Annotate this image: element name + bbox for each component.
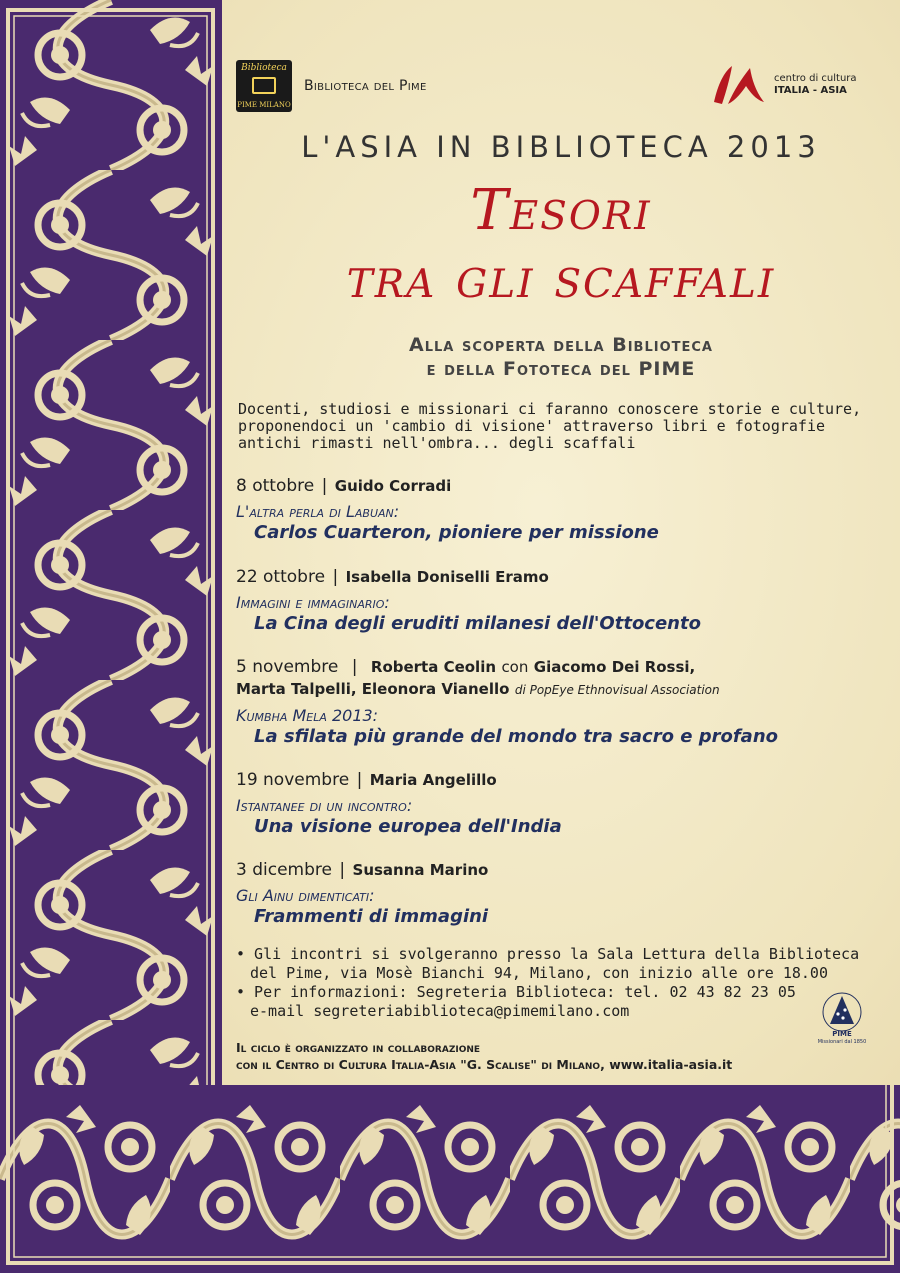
subtitle (222, 333, 900, 381)
collab-line2: con il Centro di Cultura Italia-Asia "G. Scalise" di Milano, (236, 1057, 605, 1072)
main-title-line1: Tesori (470, 178, 652, 243)
left-ornamental-border (0, 0, 222, 1273)
event-association: di PopEye Ethnovisual Association (514, 683, 720, 697)
event-kicker: Gli Ainu dimenticati: (236, 886, 375, 905)
event-speaker-2: Giacomo Dei Rossi, (533, 658, 696, 676)
event-speakers-line2: Marta Talpelli, Eleonora Vianello (236, 680, 510, 698)
book-icon (252, 77, 276, 94)
subtitle-line1: Alla scoperta della Biblioteca (409, 334, 713, 356)
italia-asia-text (774, 73, 857, 97)
main-title-line2: tra gli scaffali (346, 246, 776, 311)
italia-asia-logo (708, 62, 857, 108)
separator: | (339, 860, 346, 880)
pime-logo-top-text: Biblioteca (241, 63, 287, 73)
italia-asia-line2: ITALIA - ASIA (774, 85, 847, 96)
event-header (236, 475, 876, 497)
pime-emblem-name: PIME (832, 1030, 852, 1038)
pime-logo-bottom-text: PIME MILANO (237, 101, 291, 109)
event-speaker: Susanna Marino (352, 861, 489, 879)
event-header (236, 656, 876, 678)
email-note: e-mail segreteriabiblioteca@pimemilano.com (250, 1002, 630, 1020)
event-date: 8 ottobre (236, 476, 315, 496)
event-date: 19 novembre (236, 770, 350, 790)
event-date: 5 novembre (236, 657, 339, 677)
event-item (236, 769, 876, 838)
event-kicker: Immagini e immaginario: (236, 593, 390, 612)
event-header (236, 769, 876, 791)
event-title: La Cina degli eruditi milanesi dell'Ottocento (254, 613, 701, 634)
event-header (236, 859, 876, 881)
italia-asia-url[interactable]: www.italia-asia.it (609, 1057, 733, 1072)
bottom-ornamental-border (0, 1085, 900, 1273)
event-speaker: Isabella Doniselli Eramo (345, 568, 549, 586)
subtitle-line2: e della Fototeca del PIME (426, 358, 696, 380)
italia-asia-line1: centro di cultura (774, 73, 857, 84)
event-kicker: Istantanee di un incontro: (236, 796, 413, 815)
event-header (236, 566, 876, 588)
series-title: L'ASIA IN BIBLIOTECA 2013 (301, 130, 821, 164)
pime-library-logo (236, 60, 427, 112)
pime-emblem-tagline: Missionari dal 1850 (817, 1039, 867, 1045)
event-speaker: Maria Angelillo (369, 771, 497, 789)
event-title: La sfilata più grande del mondo tra sacro e profano (254, 726, 778, 747)
collab-line2-wrap (236, 1056, 876, 1073)
event-kicker: L'altra perla di Labuan: (236, 502, 400, 521)
collab-line1: Il ciclo è organizzato in collaborazione (236, 1040, 481, 1055)
event-item (236, 475, 876, 544)
event-item (236, 566, 876, 635)
poster-content (222, 0, 900, 1085)
event-date: 22 ottobre (236, 567, 326, 587)
event-speaker: Roberta Ceolin (370, 658, 497, 676)
practical-notes (236, 945, 876, 1021)
separator: | (332, 567, 339, 587)
separator: | (351, 657, 358, 677)
pime-library-name: Biblioteca del Pime (304, 78, 427, 94)
pime-emblem-icon (812, 990, 872, 1034)
event-speaker: Guido Corradi (334, 477, 452, 495)
event-item (236, 859, 876, 928)
event-item (236, 656, 876, 748)
event-with: con (501, 658, 529, 676)
pime-logo-badge (236, 60, 292, 112)
event-title: Carlos Cuarteron, pioniere per missione (254, 522, 659, 543)
event-date: 3 dicembre (236, 860, 332, 880)
italia-asia-mark-icon (708, 62, 768, 108)
intro-text: Docenti, studiosi e missionari ci faranno conoscere storie e culture, proponendoci un 'cambio di visione' attraverso libri e fotografie antichi rimasti nell'ombra... degli scaffali (238, 400, 862, 452)
event-header-line2 (236, 678, 876, 701)
event-title: Frammenti di immagini (254, 906, 489, 927)
venue-note: • Gli incontri si svolgeranno presso la Sala Lettura della Biblioteca del Pime, via Mosè Bianchi 94, Milano, con inizio alle ore 18.00 (236, 945, 860, 982)
separator: | (321, 476, 328, 496)
event-title: Una visione europea dell'India (254, 816, 562, 837)
collaboration-credit (236, 1039, 876, 1073)
separator: | (356, 770, 363, 790)
info-note: • Per informazioni: Segreteria Biblioteca: tel. 02 43 82 23 05 (236, 983, 796, 1001)
event-kicker: Kumbha Mela 2013: (236, 706, 379, 725)
